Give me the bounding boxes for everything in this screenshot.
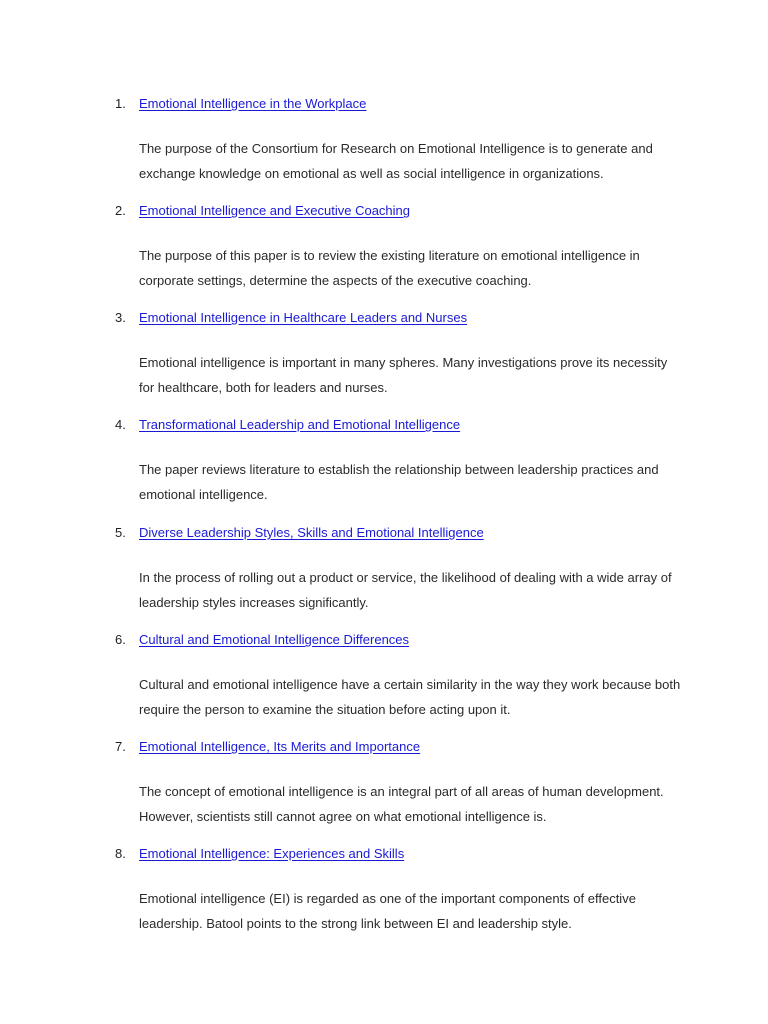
item-number: 3.	[115, 310, 126, 325]
item-number: 5.	[115, 525, 126, 540]
item-number: 7.	[115, 739, 126, 754]
item-title-link[interactable]: Emotional Intelligence and Executive Coaching	[139, 203, 411, 218]
item-description: The paper reviews literature to establish the relationship between leadership practices and emotional intelligence.	[139, 462, 659, 502]
item-description: The concept of emotional intelligence is an integral part of all areas of human development. However, scientists still cannot agree on what emotional intelligence is.	[139, 784, 664, 824]
item-title-link[interactable]: Diverse Leadership Styles, Skills and Emotional Intelligence	[139, 525, 484, 540]
item-description: Emotional intelligence (EI) is regarded as one of the important components of effective leadership. Batool points to the strong link between EI and leadership style.	[139, 891, 636, 931]
item-number: 1.	[115, 96, 126, 111]
item-title-link[interactable]: Transformational Leadership and Emotional Intelligence	[139, 417, 461, 432]
item-number: 6.	[115, 632, 126, 647]
item-title-link[interactable]: Emotional Intelligence in the Workplace	[139, 96, 367, 111]
item-description: Emotional intelligence is important in many spheres. Many investigations prove its necessity for healthcare, both for leaders and nurses.	[139, 355, 668, 395]
item-description: The purpose of the Consortium for Research on Emotional Intelligence is to generate and exchange knowledge on emotional as well as social intelligence in organizations.	[139, 141, 653, 181]
item-number: 2.	[115, 203, 126, 218]
item-description: In the process of rolling out a product or service, the likelihood of dealing with a wide array of leadership styles increases significantly.	[139, 570, 672, 610]
item-description: Cultural and emotional intelligence have a certain similarity in the way they work because both require the person to examine the situation before acting upon it.	[139, 677, 681, 717]
item-title-link[interactable]: Cultural and Emotional Intelligence Differences	[139, 632, 410, 647]
item-title-link[interactable]: Emotional Intelligence, Its Merits and Importance	[139, 739, 421, 754]
item-number: 8.	[115, 846, 126, 861]
item-title-link[interactable]: Emotional Intelligence in Healthcare Leaders and Nurses	[139, 310, 468, 325]
item-title-link[interactable]: Emotional Intelligence: Experiences and Skills	[139, 846, 405, 861]
item-number: 4.	[115, 417, 126, 432]
item-description: The purpose of this paper is to review the existing literature on emotional intelligence in corporate settings, determine the aspects of the executive coaching.	[139, 248, 640, 288]
